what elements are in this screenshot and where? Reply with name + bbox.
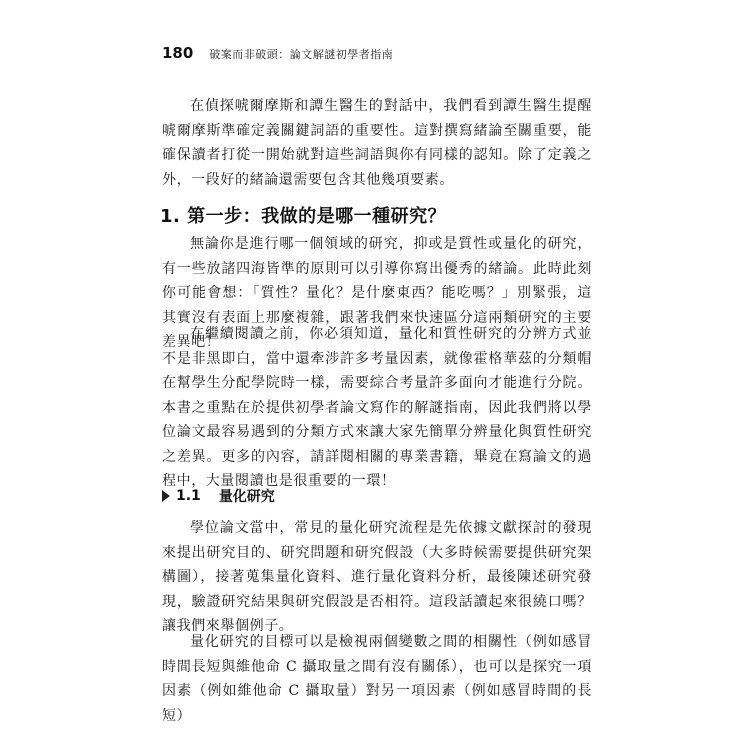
intro-paragraph: 在偵探唬爾摩斯和譚生醫生的對話中，我們看到譚生醫生提醒唬爾摩斯準確定義關鍵詞語的重要性。這對撰寫緒論至關重要，能確保讀者打從一開始就對這些詞語與你有同樣的認知。除了定義之外，一段好的緒論還需要包含其他幾項要素。 — [162, 98, 592, 188]
subsection-number: 1.1 — [176, 488, 201, 504]
section-heading: 1. 第一步：我做的是哪一種研究？ — [160, 206, 447, 227]
page-header — [162, 44, 393, 62]
body-paragraph-2: 在繼續閱讀之前，你必須知道，量化和質性研究的分辨方式並不是非黑即白，當中還牽涉許多考量因素，就像霍格華茲的分類帽在幫學生分配學院時一樣，需要綜合考量許多面向才能進行分院。本書之重點在於提供初學者論文寫作的解謎指南，因此我們將以學位論文最容易遇到的分類方式來讓大家先簡單分辨量化與質性研究之差異。更多的內容，請詳閱相關的專業書籍，畢竟在寫論文的過程中，大量閱讀也是很重要的一環！ — [162, 326, 592, 489]
body-paragraph-3: 學位論文當中，常見的量化研究流程是先依據文獻探討的發現來提出研究目的、研究問題和研究假設（大多時候需要提供研究架構圖），接著蒐集量化資料、進行量化資料分析，最後陳述研究發現，驗證研究結果與研究假設是否相符。這段話讀起來很繞口嗎？讓我們來舉個例子。 — [162, 520, 592, 634]
running-title: 破案而非破頭：論文解謎初學者指南 — [209, 48, 394, 61]
subsection-heading — [162, 486, 275, 506]
triangle-right-icon — [162, 490, 170, 502]
subsection-title: 量化研究 — [218, 489, 275, 505]
body-paragraph-4: 量化研究的目標可以是檢視兩個變數之間的相關性（例如感冒時間長短與維他命 C 攝取量之間有沒有關係），也可以是探究一項因素（例如維他命 C 攝取量）對另一項因素（例如感冒時間的長短） — [162, 634, 592, 724]
page-number: 180 — [162, 44, 194, 62]
body-paragraph-1: 無論你是進行哪一個領域的研究，抑或是質性或量化的研究，有一些放諸四海皆準的原則可以引導你寫出優秀的緒論。此時此刻你可能會想：「質性？量化？是什麼東西？能吃嗎？」別緊張，這其實沒有表面上那麼複雜，跟著我們來快速區分這兩類研究的主要差異吧！ — [162, 236, 592, 350]
